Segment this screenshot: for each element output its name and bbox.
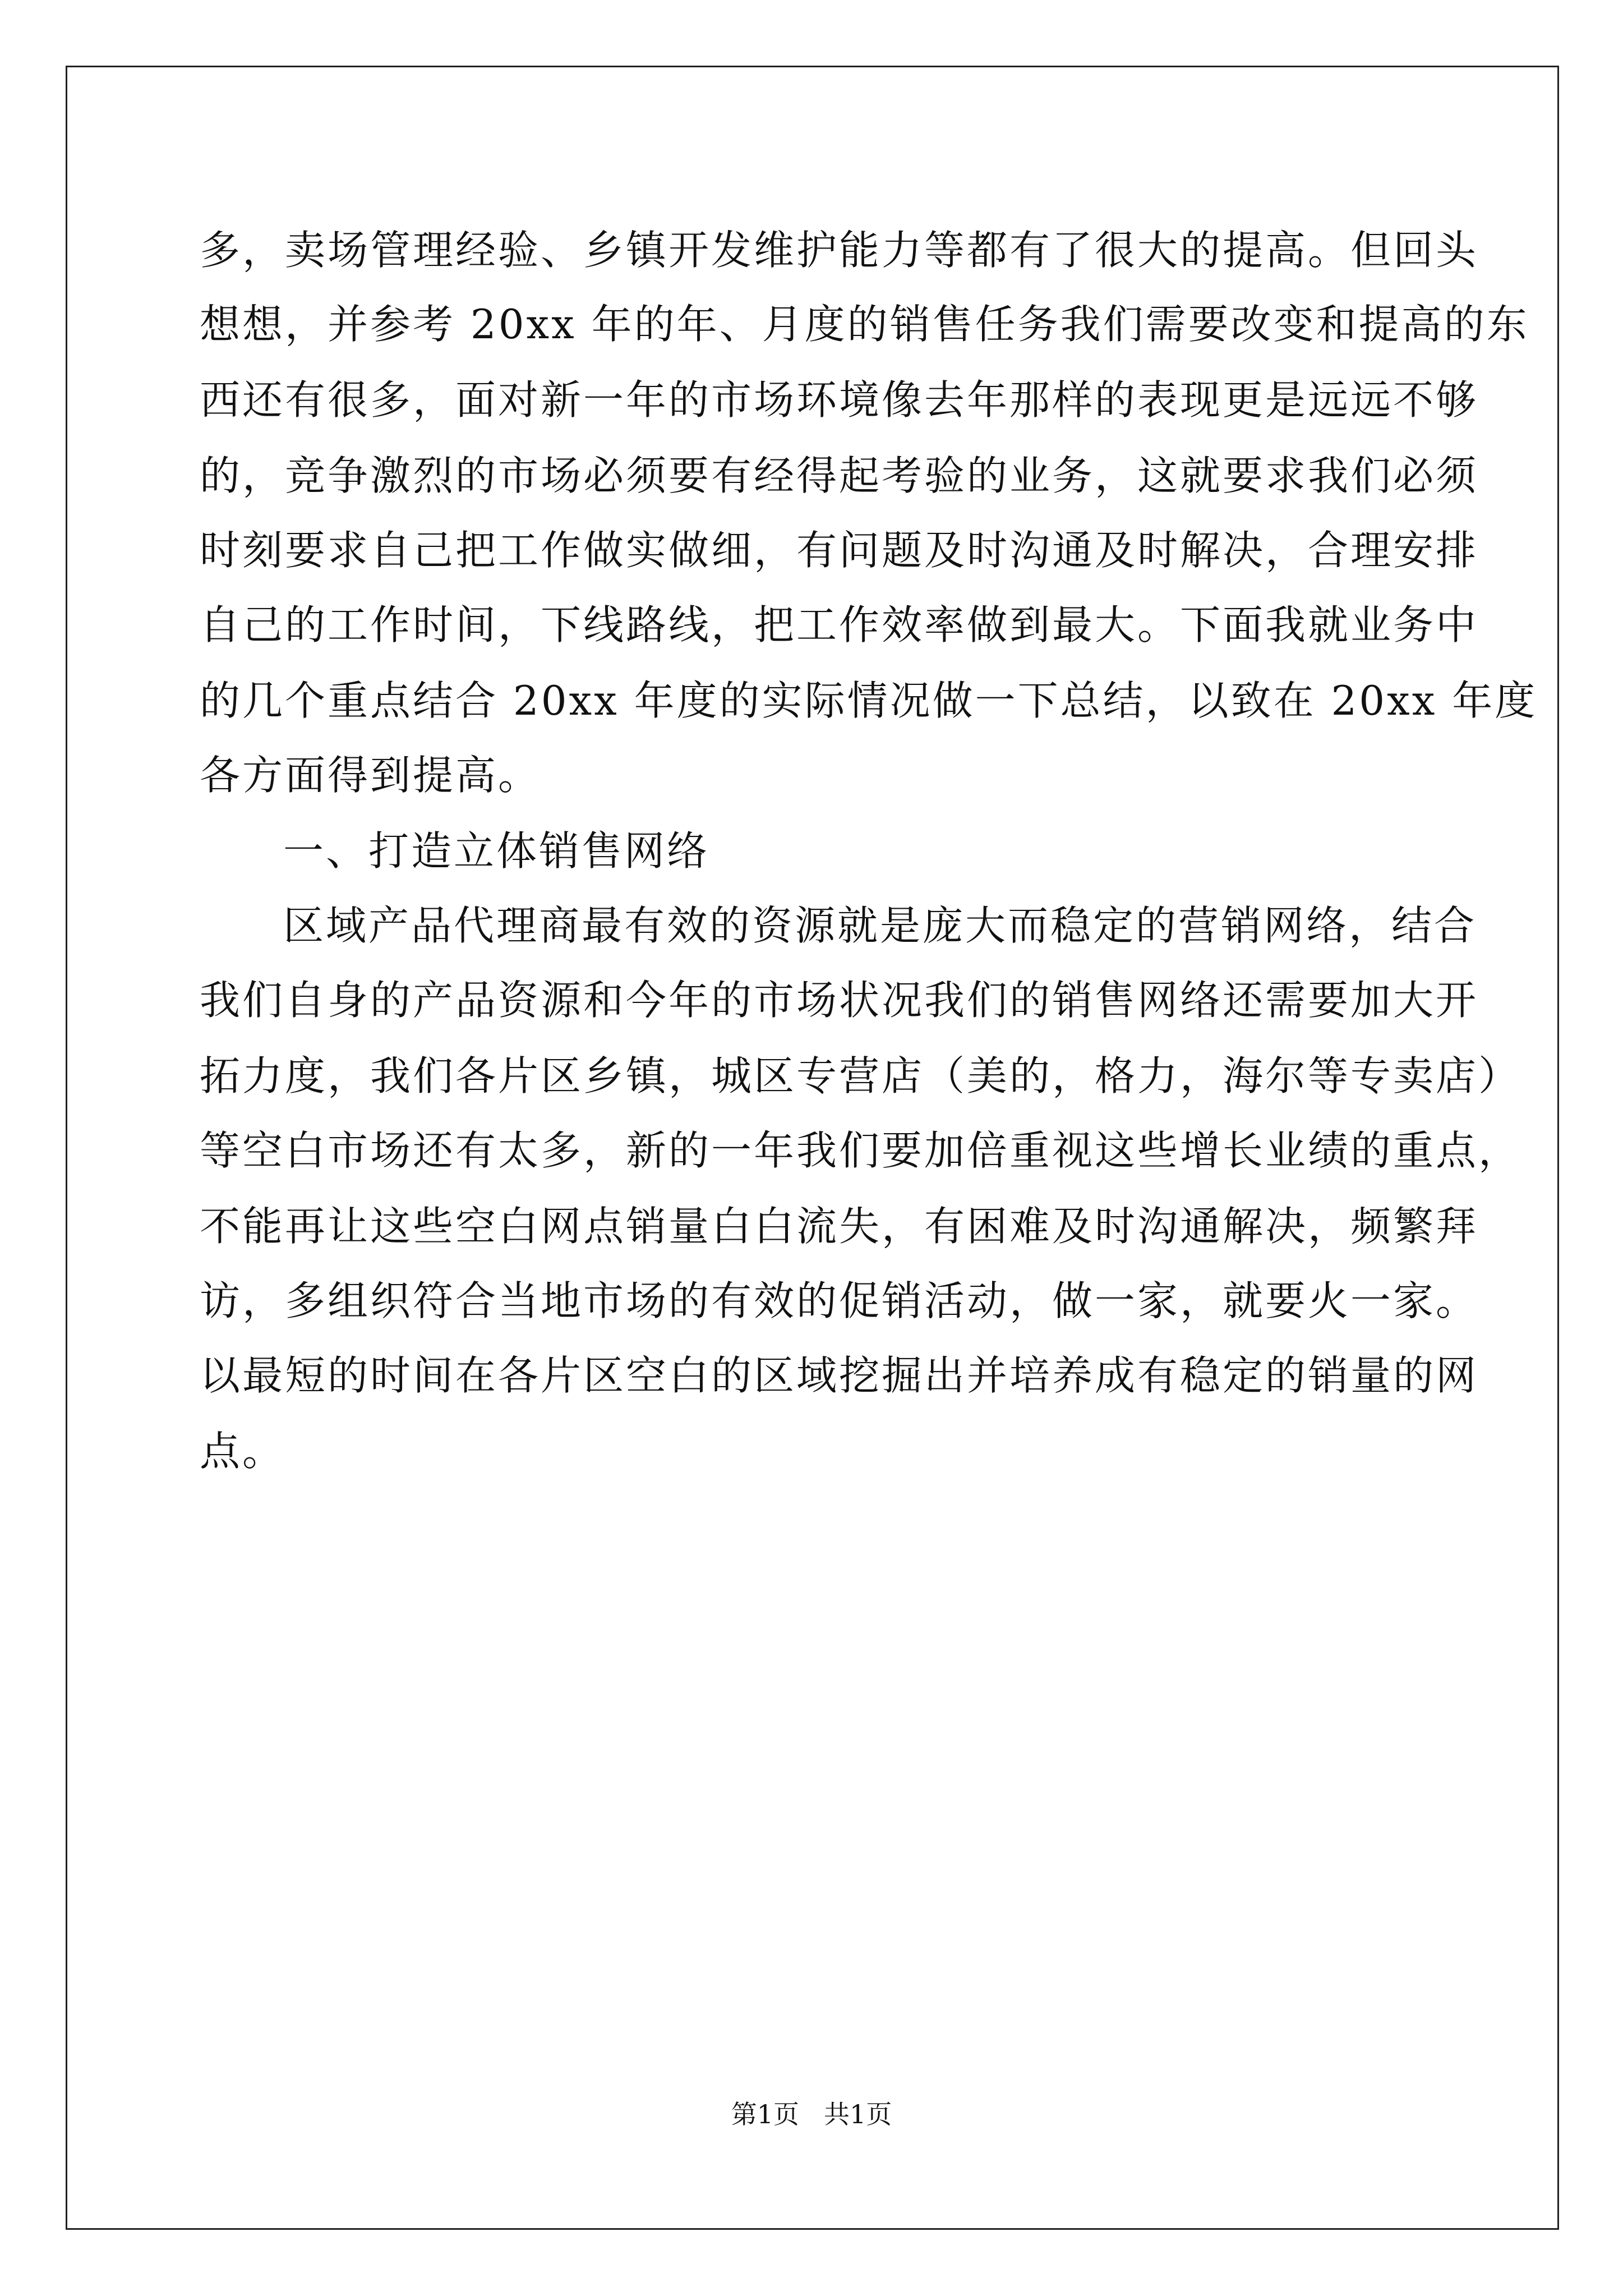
text-line: 各方面得到提高。 — [200, 752, 541, 799]
text-line: 多，卖场管理经验、乡镇开发维护能力等都有了很大的提高。但回头 — [200, 227, 1479, 274]
text-line: 拓力度，我们各片区乡镇，城区专营店（美的，格力，海尔等专卖店） — [200, 1052, 1521, 1099]
text-line: 自己的工作时间，下线路线，把工作效率做到最大。下面我就业务中 — [200, 601, 1479, 648]
text-line: 访，多组织符合当地市场的有效的促销活动，做一家，就要火一家。 — [200, 1277, 1479, 1324]
text-line: 我们自身的产品资源和今年的市场状况我们的销售网络还需要加大开 — [200, 977, 1479, 1024]
text-line: 想想，并参考 20xx 年的年、月度的销售任务我们需要改变和提高的东 — [200, 301, 1529, 348]
page-footer — [0, 2101, 1623, 2127]
text-line: 的，竞争激烈的市场必须要有经得起考验的业务，这就要求我们必须 — [200, 452, 1479, 499]
text-line: 时刻要求自己把工作做实做细，有问题及时沟通及时解决，合理安排 — [200, 527, 1479, 574]
text-line: 区域产品代理商最有效的资源就是庞大而稳定的营销网络，结合 — [283, 902, 1477, 949]
text-line: 不能再让这些空白网点销量白白流失，有困难及时沟通解决，频繁拜 — [200, 1203, 1479, 1250]
text-line: 点。 — [200, 1428, 285, 1475]
section-heading: 一、打造立体销售网络 — [283, 827, 710, 875]
text-line: 以最短的时间在各片区空白的区域挖掘出并培养成有稳定的销量的网 — [200, 1352, 1479, 1399]
page-number-current: 第1页 — [731, 2099, 799, 2129]
text-line: 西还有很多，面对新一年的市场环境像去年那样的表现更是远远不够 — [200, 376, 1479, 424]
page-number-total: 共1页 — [824, 2099, 892, 2129]
text-line: 等空白市场还有太多，新的一年我们要加倍重视这些增长业绩的重点， — [200, 1127, 1521, 1174]
text-line: 的几个重点结合 20xx 年度的实际情况做一下总结，以致在 20xx 年度 — [200, 677, 1538, 724]
